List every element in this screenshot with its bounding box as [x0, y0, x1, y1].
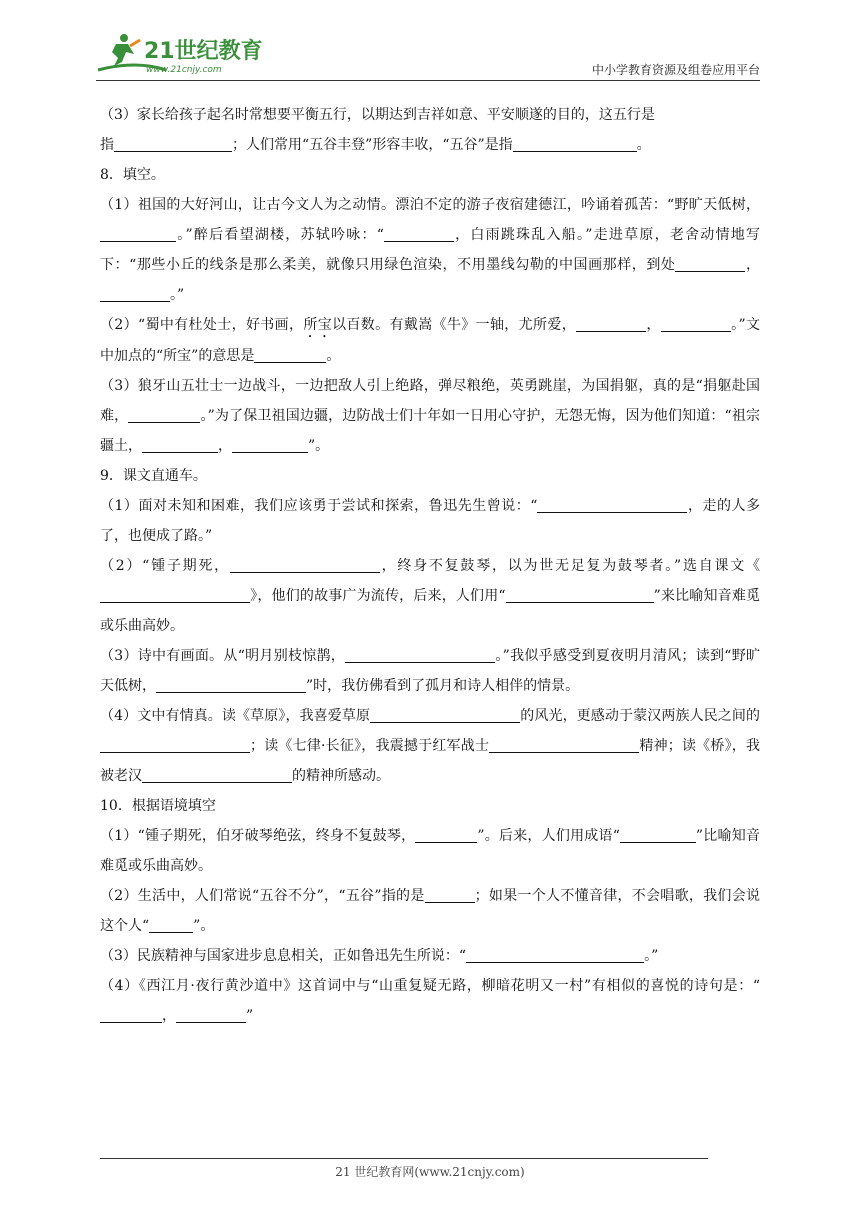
q8-part3: （3）狼牙山五壮士一边战斗，一边把敌人引上绝路，弹尽粮绝，英勇跳崖，为国捐躯，真的是“捐躯赴国难， 。”为了保卫祖国边疆，边防战士们十年如一日用心守护，无怨无悔，因为他们知道：“祖宗疆土， ， ”。 [100, 378, 761, 454]
answer-blank[interactable] [489, 736, 639, 753]
svg-text:21世纪教育: 21世纪教育 [144, 39, 263, 64]
q9-part4: （4）文中有情真。读《草原》，我喜爱草原 的风光，更感动于蒙汉两族人民之间的；读《七律·长征》，我震撼于红军战士 精神；读《桥》，我被老汉 的精神所感动。 [100, 708, 761, 784]
answer-blank[interactable] [100, 285, 170, 302]
answer-blank[interactable] [230, 556, 380, 573]
platform-name: 中小学教育资源及组卷应用平台 [591, 63, 760, 77]
q9-part3: （3）诗中有画面。从“明月别枝惊鹊， 。”我似乎感受到夏夜明月清风；读到“野旷天低树， ”时，我仿佛看到了孤月和诗人相伴的情景。 [100, 648, 760, 694]
answer-blank[interactable] [100, 736, 250, 753]
answer-blank[interactable] [232, 436, 308, 453]
page-header [96, 30, 760, 80]
answer-blank[interactable] [661, 315, 731, 332]
runner-logo-icon [96, 30, 266, 76]
answer-blank[interactable] [506, 586, 654, 603]
q8-part1: （1）祖国的大好河山，让古今文人为之动情。漂泊不定的游子夜宿建德江，吟诵着孤苦：“野旷天低树，。”醉后看望湖楼，苏轼吟咏：“ ，白雨跳珠乱入船。”走进草原，老舍动情地写下：“那些小丘的线条是那么柔美，就像只用绿色渲染，不用墨线勾勒的中国画那样，到处 ，。” [100, 197, 761, 303]
answer-blank[interactable] [345, 646, 495, 663]
answer-blank[interactable] [176, 1006, 246, 1023]
answer-blank[interactable] [537, 496, 687, 513]
footer-divider [100, 1158, 708, 1159]
q7-part3: （3）家长给孩子起名时常想要平衡五行，以期达到吉祥如意、平安顺遂的目的，这五行是 指 ；人们常用“五谷丰登”形容丰收，“五谷”是指 。 [100, 107, 655, 153]
answer-blank[interactable] [156, 676, 306, 693]
answer-blank[interactable] [100, 586, 250, 603]
answer-blank[interactable] [513, 135, 637, 152]
answer-blank[interactable] [142, 436, 218, 453]
document-body [100, 100, 760, 1031]
question-10-title: 10．根据语境填空 [100, 798, 216, 814]
answer-blank[interactable] [576, 315, 646, 332]
header-divider [96, 80, 760, 81]
answer-blank[interactable] [384, 225, 454, 242]
answer-blank[interactable] [142, 766, 292, 783]
q10-part1: （1）“锺子期死，伯牙破琴绝弦，终身不复鼓琴， ”。后来，人们用成语“ ”比喻知音难觅或乐曲高妙。 [100, 828, 760, 874]
answer-blank[interactable] [114, 135, 232, 152]
answer-blank[interactable] [128, 406, 200, 423]
q9-part2: （2）“锺子期死， ，终身不复鼓琴，以为世无足复为鼓琴者。”选自课文《》，他们的故事广为流传，后来，人们用“ ”来比喻知音难觅或乐曲高妙。 [100, 558, 760, 634]
q10-part3: （3）民族精神与国家进步息息相关，正如鲁迅先生所说：“ 。” [100, 948, 659, 964]
q8-part2: （2）“蜀中有杜处士，好书画，所宝以百数。有戴嵩《牛》一轴，尤所爱， ， 。”文中加点的“所宝”的意思是 。 [100, 317, 761, 364]
answer-blank[interactable] [415, 826, 477, 843]
answer-blank[interactable] [370, 706, 520, 723]
page-footer[interactable]: 21 世纪教育网(www.21cnjy.com) [335, 1165, 525, 1179]
answer-blank[interactable] [620, 826, 696, 843]
answer-blank[interactable] [675, 255, 745, 272]
answer-blank[interactable] [425, 886, 475, 903]
q10-part2: （2）生活中，人们常说“五谷不分”，“五谷”指的是 ；如果一个人不懂音律，不会唱歌，我们会说这个人“ ”。 [100, 888, 761, 934]
answer-blank[interactable] [149, 916, 193, 933]
q10-part4: （4）《西江月·夜行黄沙道中》这首词中与“山重复疑无路，柳暗花明又一村”有相似的喜悦的诗句是：“， ” [100, 978, 760, 1024]
answer-blank[interactable] [100, 225, 176, 242]
question-9-title: 9．课文直通车。 [100, 468, 207, 484]
answer-blank[interactable] [466, 946, 644, 963]
site-logo[interactable] [96, 30, 266, 76]
q9-part1: （1）面对未知和困难，我们应该勇于尝试和探索，鲁迅先生曾说：“ ，走的人多了，也便成了路。” [100, 498, 760, 544]
answer-blank[interactable] [100, 1006, 162, 1023]
question-8-title: 8．填空。 [100, 167, 165, 183]
emphasized-term: 所宝 [303, 317, 333, 333]
svg-text:www.21cnjy.com: www.21cnjy.com [146, 65, 222, 75]
answer-blank[interactable] [254, 346, 326, 363]
